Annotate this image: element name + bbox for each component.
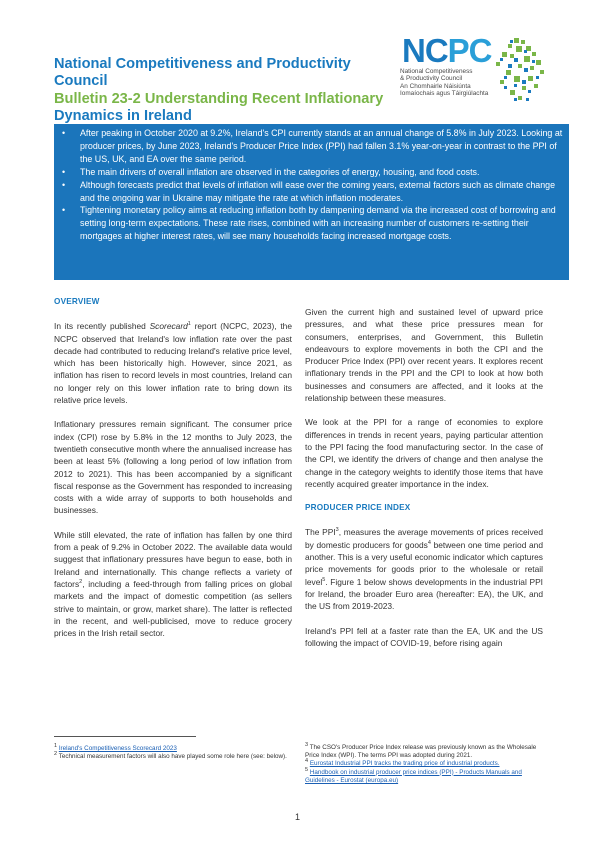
key-finding-item: • Although forecasts predict that levels of inflation will ease over the coming years, external factors such as climate change and the ongoing war in Ukraine may mitigate the rate at which inflation moderates. — [60, 179, 563, 205]
title-line-council: National Competitiveness and Productivity Council — [54, 56, 351, 90]
logo-sub-line: Iomaíochais agus Táirgiúlachta — [400, 90, 489, 98]
ncpc-logo — [398, 34, 548, 112]
key-findings-box — [54, 124, 569, 280]
logo-wordmark — [402, 34, 492, 68]
title-line-topic: Dynamics in Ireland — [54, 107, 192, 124]
left-column — [54, 296, 292, 651]
ncpc-mosaic-icon — [488, 36, 548, 106]
footnotes-right — [305, 741, 543, 785]
right-column — [305, 306, 543, 661]
scorecard-link[interactable]: Ireland's Competitiveness Scorecard 2023 — [58, 745, 177, 752]
overview-paragraph: While still elevated, the rate of inflation has fallen by one third from a peak of 9.2% in October 2022. The available data would suggest that inflationary pressures have begun to ease, both in Ireland and internationally. This change reflects a variety of factors$^2$, including a feed-through from falling prices on global markets and the impact of domestic competition (as sellers strive to maintain, or grow, market share). The latter is reflected in the recent, and well-publicised, move to reduce grocery prices in the Irish retail sector. — [54, 529, 292, 639]
key-finding-item: • The main drivers of overall inflation are observed in the categories of energy, housing, and food costs. — [60, 166, 563, 179]
title-line-bulletin: Bulletin 23-2 Understanding Recent Inflationary — [54, 90, 384, 107]
logo-sub-line: & Productivity Council — [400, 75, 463, 83]
logo-wordmark-pc: PC — [447, 32, 492, 69]
footnote-2: $^2$ Technical measurement factors will also have played some role here (see: below). — [54, 751, 287, 761]
overview-paragraph: Inflationary pressures remain significant. The consumer price index (CPI) rose by 5.8% in the 12 months to July 2023, the twentieth consecutive month where the annualised increase has been at least 5% (following a long period of low inflation from 2012 to 2021). This has been accompanied by a significant fiscal response as the Government has responded to increasing costs with a wide array of supports to both households and businesses. — [54, 419, 292, 516]
key-findings-list — [60, 127, 563, 243]
footnote-ref: 1 — [187, 321, 191, 328]
key-finding-item: • After peaking in October 2020 at 9.2%, Ireland's CPI currently stands at an annual change of 5.8% in July 2023. Looking at producer prices, by June 2023, Ireland's Producer Price Index (PPI) had fallen 3.1% year-on-year in contrast to the PPI of the US, UK, and EA over the same period. — [60, 127, 563, 166]
logo-subtitle — [400, 68, 500, 98]
footnote-ref: 5 — [322, 576, 326, 583]
ppi-heading: PRODUCER PRICE INDEX — [305, 503, 411, 513]
footnote-ref: 4 — [427, 539, 431, 546]
footnote-3: $^3$ The CSO's Producer Price Index release was previously known as the Wholesale Price Index (WPI). The terms PPI was adopted during 2021. — [305, 741, 537, 760]
footnotes-left — [54, 742, 292, 761]
logo-sub-line: National Competitiveness — [400, 68, 473, 75]
eurostat-handbook-link[interactable]: Handbook on industrial producer price indices (PPI) - Products Manuals and Guidelines - Eurostat (europa.eu) — [305, 768, 522, 784]
page-number: 1 — [294, 812, 300, 822]
footnote-ref: 2 — [79, 579, 83, 586]
overview-heading: OVERVIEW — [54, 297, 100, 306]
ppi-paragraph: Ireland's PPI fell at a faster rate than the EA, UK and the US following the impact of COVID-19, before rising again — [305, 625, 543, 648]
logo-sub-line: An Chomhairle Náisiúnta — [400, 82, 471, 90]
key-finding-item: • Tightening monetary policy aims at reducing inflation both by dampening demand via the increased cost of borrowing and setting long-term expectations. These rate rises, combined with an increasing number of customers re-setting their mortgages at higher interest rates, will see many households facing increased mortgage costs. — [60, 204, 563, 243]
body-paragraph: Given the current high and sustained level of upward price pressures, and what these price pressures mean for consumers, enterprises, and Government, this Bulletin endeavours to explore movements in both the CPI and the Producer Price Index (PPI) over recent years. It explores recent inflationary trends in the PPI and the CPI to look at how both businesses and consumers are affected, and it looks at the relationship between these measures. — [305, 307, 543, 404]
footnote-divider — [54, 736, 196, 737]
eurostat-ppi-link[interactable]: Eurostat Industrial PPI tracks the trading price of industrial products. — [309, 760, 500, 768]
bulletin-title — [54, 56, 394, 125]
body-paragraph: We look at the PPI for a range of economies to explore differences in trends in recent years, paying particular attention to the PPI facing the food manufacturing sector. In the case of the CPI, we identify the drivers of change and then analyse the change in the category weights to identify those items that have recently acquired greater importance in the index. — [305, 417, 543, 489]
ppi-paragraph: The PPI$^3$, measures the average movements of prices received by domestic producers for goods$^4$ between one time period and another. This is a very useful economic indicator which captures price movements for goods prior to the wholesale or retail level$^5$. Figure 1 below shows developments in the industrial PPI for Ireland, the broader Euro area (hereafter: EA), the UK, and the US from 2019-2023. — [305, 527, 543, 612]
footnote-1: $^1$ Ireland's Competitiveness Scorecard 2023 — [54, 742, 177, 752]
overview-paragraph: In its recently published Scorecard$^1$ report (NCPC, 2023), the NCPC observed that Ireland's low inflation rate over the past decade had contributed to reducing Ireland's relative price level, which has been historically high. However, since 2021, as inflation has risen to record levels in most countries, Ireland can no longer rely on this lower inflation rate to bring down its relative price levels. — [54, 321, 292, 406]
logo-wordmark-nc: NC — [402, 32, 448, 69]
footnote-4: $^4$ Eurostat Industrial PPI tracks the trading price of industrial products. — [305, 758, 500, 768]
footnote-ref: 3 — [335, 527, 339, 534]
footnote-5: $^5$ Handbook on industrial producer price indices (PPI) - Products Manuals and Guidelines - Eurostat (europa.eu) — [305, 766, 522, 784]
